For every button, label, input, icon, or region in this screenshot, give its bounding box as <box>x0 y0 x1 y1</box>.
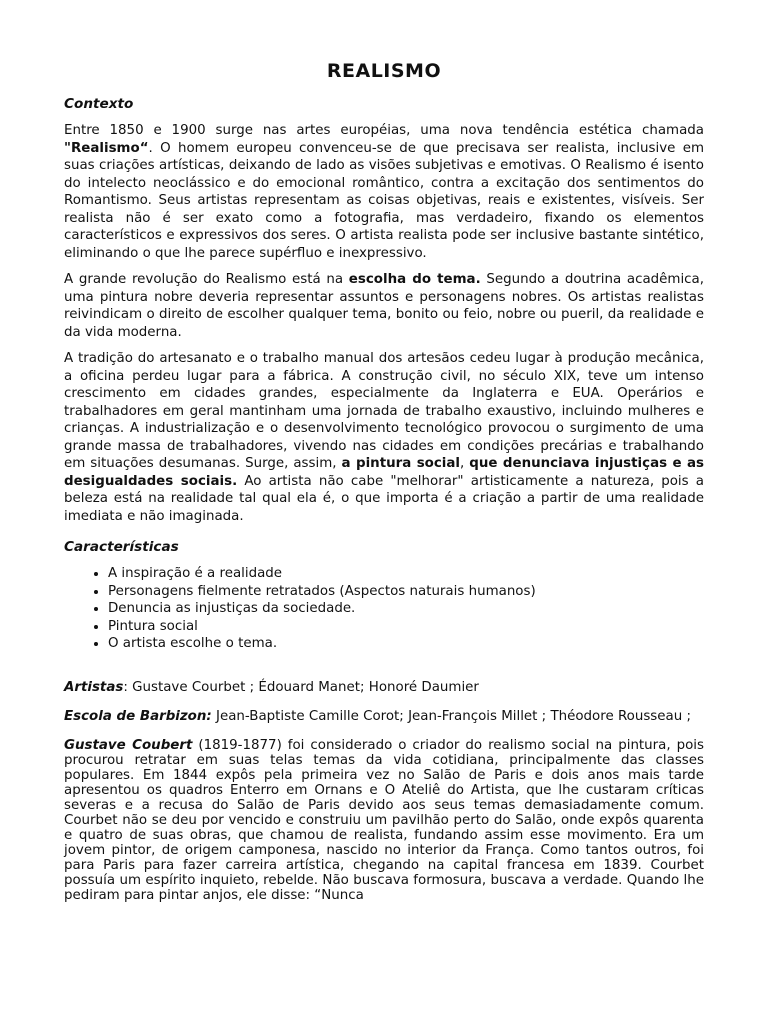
section-heading-caracteristicas: Características <box>64 539 179 555</box>
characteristics-list <box>64 565 704 653</box>
paragraph-courbet <box>64 738 704 903</box>
paragraph-text: A grande revolução do Realismo está na <box>64 272 349 287</box>
paragraph-text: (1819-1877) foi considerado o criador do realismo social na pintura, pois procurou retratar em suas telas temas da vida cotidiana, principalmente das classes populares. Em 1844 expôs pela primeira vez no Salão de Paris e dois anos mais tarde apresentou os quadros Enterro em Ornans e O Ateliê do Artista, que lhe custaram críticas severas e a recusa do Salão de Paris devido aos seus temas demasiadamente comum. Courbet não se deu por vencido e construiu um pavilhão perto do Salão, onde expôs quarenta e quatro de suas obras, que chamou de realista, fundando assim esse movimento. Era um jovem pintor, de origem camponesa, nascido no interior da França. Como tantos outros, foi para Paris para fazer carreira artística, chegando na capital francesa em 1839. Courbet possuía um espírito inquieto, rebelde. Não buscava formosura, buscava a verdade. Quando lhe pediram para pintar anjos, ele disse: “Nunca <box>64 737 705 903</box>
paragraph-text: Segundo a doutrina acadêmica, uma pintura nobre deveria representar assuntos e personagens nobres. Os artistas realistas reivindicam o direito de escolher qualquer tema, bonito ou feio, nobre ou pueril, da realidade e da vida moderna. <box>64 272 704 340</box>
list-item: • Pintura social <box>108 618 704 636</box>
paragraph-artistas <box>64 679 704 697</box>
paragraph-intro <box>64 122 704 262</box>
barbizon-artists: Jean-Baptiste Camille Corot; Jean-François Millet ; Théodore Rousseau ; <box>211 709 691 724</box>
document-title: REALISMO <box>326 60 442 82</box>
paragraph-text: . O homem europeu convenceu-se de que precisava ser realista, inclusive em suas criações artísticas, deixando de lado as visões subjetivas e emotivas. O Realismo é isento do intelecto neoclássico e do emocional romântico, contra a excitação dos sentimentos do Romantismo. Seus artistas representam as coisas objetivas, reais e existentes, visíveis. Ser realista não é ser exato como a fotografia, mas verdadeiro, fixando os elementos característicos e expressivos dos seres. O artista realista pode ser inclusive bastante sintético, eliminando o que lhe parece supérfluo e inexpressivo. <box>64 140 704 261</box>
bold-term-escolha: escolha do tema. <box>348 272 481 287</box>
paragraph-text: Entre 1850 e 1900 surge nas artes européias, uma nova tendência estética chamada <box>64 123 704 138</box>
paragraph-text: Ao artista não cabe "melhorar" artisticamente a natureza, pois a beleza está na realidade tal qual ela é, o que importa é a criação a partir de uma realidade imediata e não imaginada. <box>64 473 704 524</box>
bold-term-denuncia: que denunciava injustiças e as desigualdades sociais. <box>64 456 704 489</box>
list-item: • O artista escolhe o tema. <box>108 635 704 653</box>
paragraph-text: A tradição do artesanato e o trabalho manual dos artesãos cedeu lugar à produção mecânica, a oficina perdeu lugar para a fábrica. A construção civil, no século XIX, teve um intenso crescimento em cidades grandes, especialmente da Inglaterra e EUA. Operários e trabalhadores em geral mantinham uma jornada de trabalho exaustivo, incluindo mulheres e crianças. A industrialização e o desenvolvimento tecnológico provocou o surgimento de uma grande massa de trabalhadores, vivendo nas cidades em condições precárias e trabalhando em situações desumanas. Surge, assim, <box>64 351 704 471</box>
paragraph-barbizon <box>64 708 704 726</box>
paragraph-tradicao <box>64 350 704 525</box>
list-item: • Personagens fielmente retratados (Aspectos naturais humanos) <box>108 583 704 601</box>
section-heading-contexto: Contexto <box>64 96 134 112</box>
label-barbizon: Escola de Barbizon: <box>64 709 212 724</box>
list-item: • Denuncia as injustiças da sociedade. <box>108 600 704 618</box>
label-artistas: Artistas <box>64 679 124 695</box>
paragraph-tema <box>64 271 704 341</box>
list-item: • A inspiração é a realidade <box>108 565 704 583</box>
artists-list: : Gustave Courbet ; Édouard Manet; Honoré Daumier <box>123 679 479 695</box>
label-courbet: Gustave Coubert <box>64 737 193 753</box>
bold-term-realismo: "Realismo“ <box>64 140 149 156</box>
bold-term-pintura-social: a pintura social <box>341 456 461 471</box>
paragraph-text: , <box>460 456 470 471</box>
